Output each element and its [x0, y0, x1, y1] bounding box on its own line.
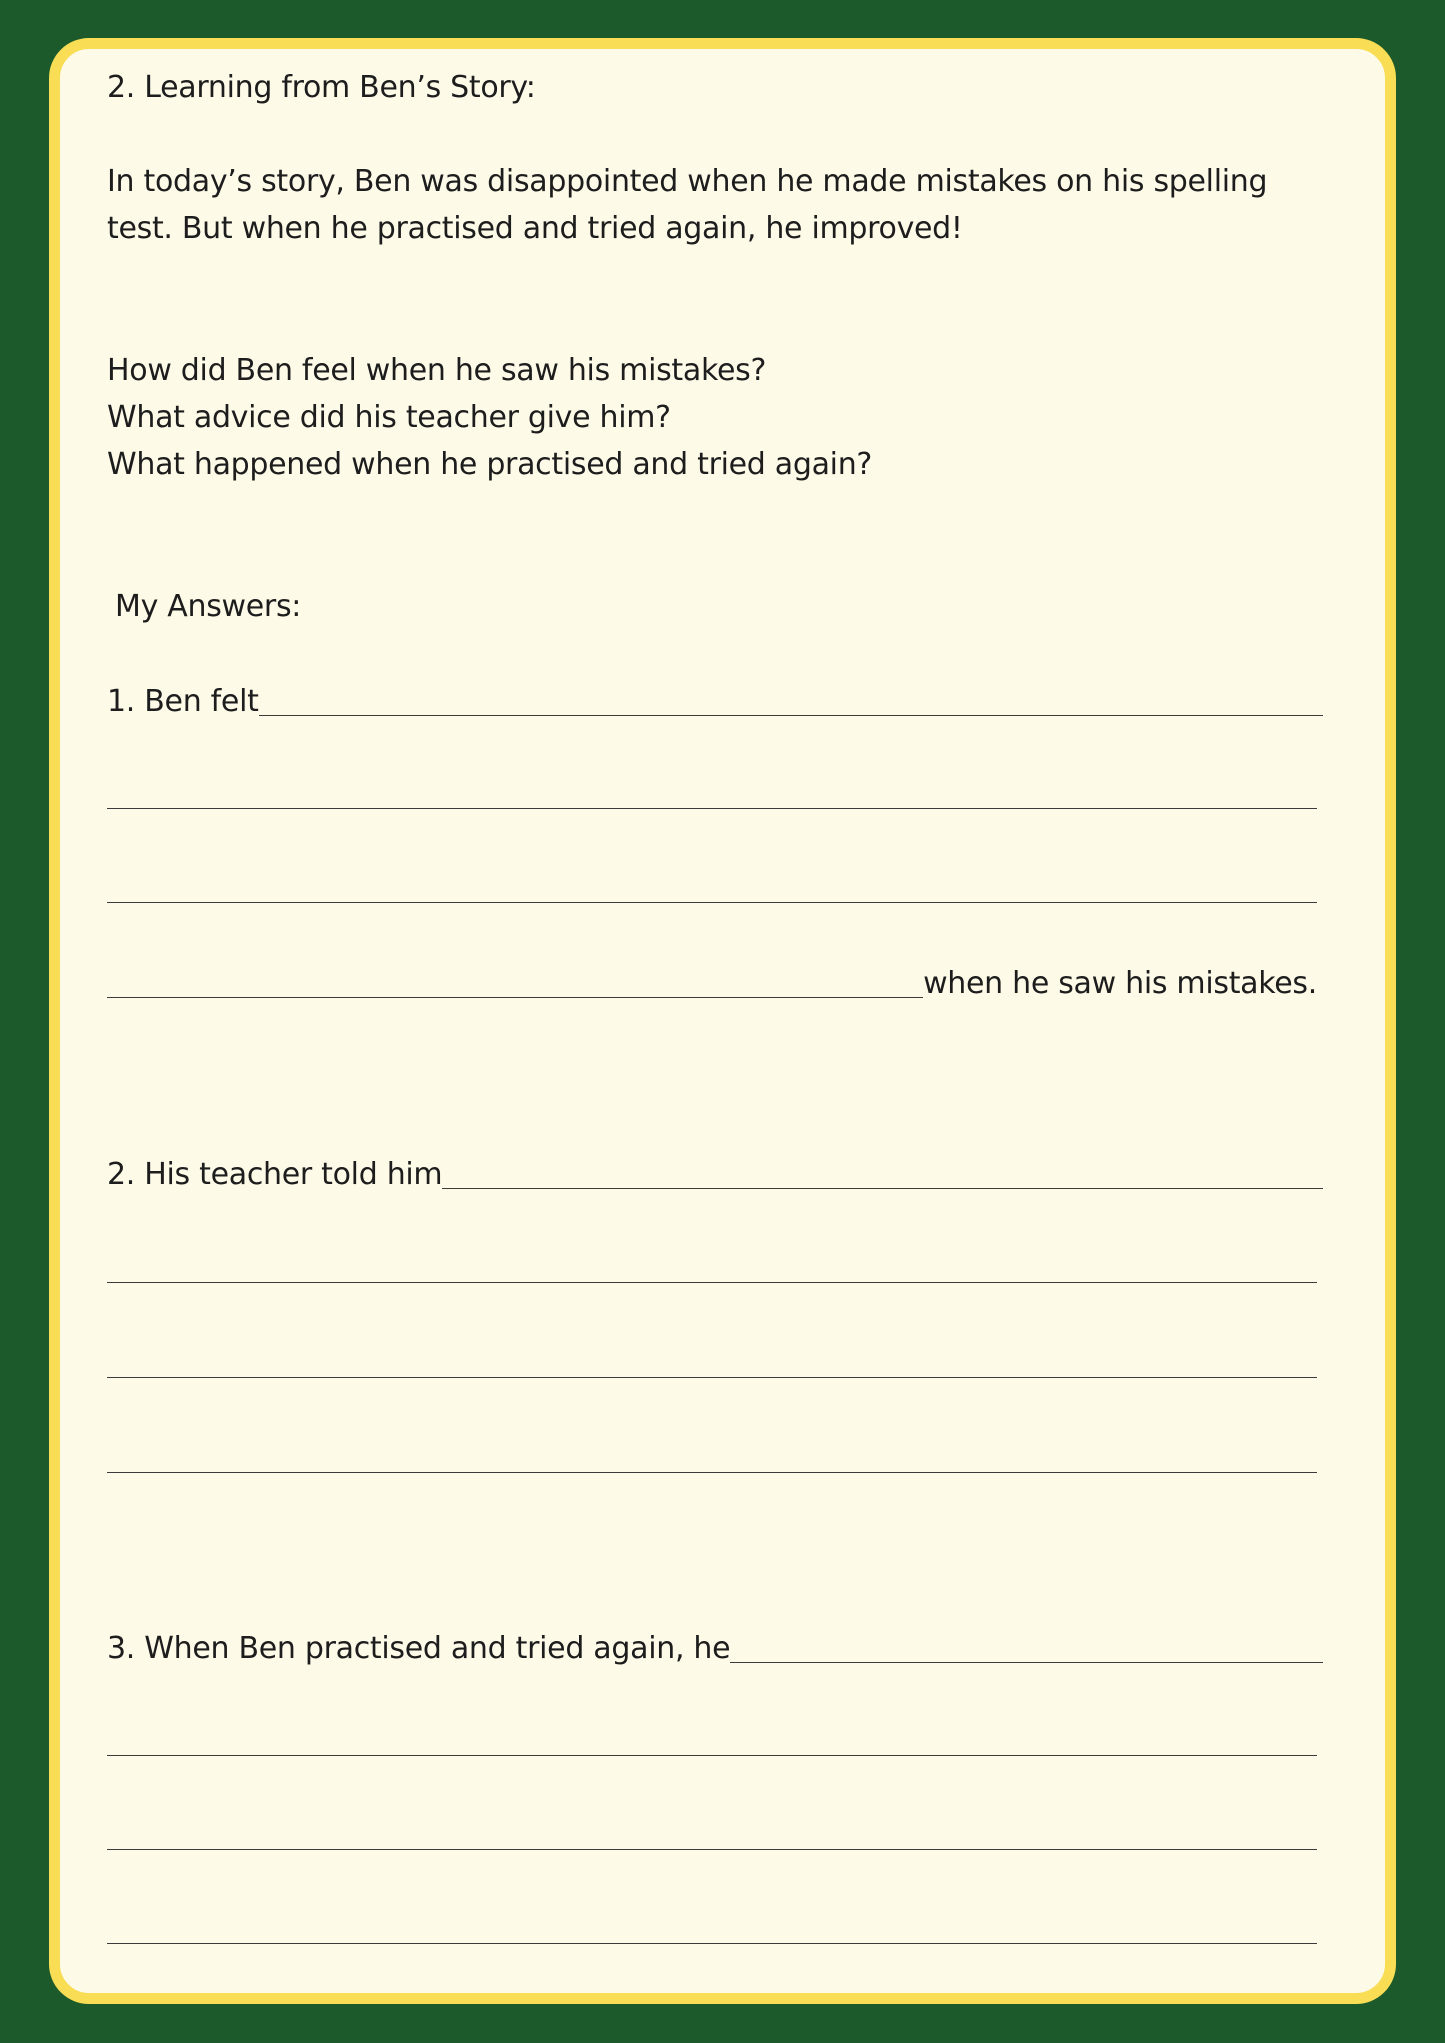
answer-line[interactable] [107, 1817, 1317, 1850]
answer-1-line-3[interactable] [107, 870, 1317, 909]
answer-line[interactable] [107, 776, 1317, 809]
answer-1-ending: when he saw his mistakes. [923, 966, 1317, 1001]
answer-1-blank[interactable] [259, 683, 1323, 716]
answer-line[interactable] [107, 1911, 1317, 1944]
answer-line[interactable] [107, 1345, 1317, 1378]
answer-3-prompt: 3. When Ben practised and tried again, he [107, 1631, 731, 1666]
answer-2-blank[interactable] [442, 1156, 1323, 1189]
answer-1-first-line[interactable] [107, 682, 1323, 722]
answer-line[interactable] [107, 1723, 1317, 1756]
answer-1-line-2[interactable] [107, 776, 1317, 815]
answer-1-final-blank[interactable] [107, 965, 923, 998]
answer-3-line-3[interactable] [107, 1817, 1317, 1856]
question-1: How did Ben feel when he saw his mistakes? [107, 353, 767, 388]
answer-2-line-4[interactable] [107, 1440, 1317, 1479]
section-title: 2. Learning from Ben’s Story: [107, 70, 536, 105]
answer-1-prompt: 1. Ben felt [107, 684, 259, 719]
answer-3-line-4[interactable] [107, 1911, 1317, 1950]
question-2: What advice did his teacher give him? [107, 400, 671, 435]
answer-3-line-2[interactable] [107, 1723, 1317, 1762]
intro-line-2: test. But when he practised and tried again, he improved! [107, 211, 963, 246]
answer-line[interactable] [107, 1250, 1317, 1283]
intro-line-1: In today’s story, Ben was disappointed when he made mistakes on his spelling [107, 164, 1268, 199]
answer-2-line-2[interactable] [107, 1250, 1317, 1289]
answer-3-first-line[interactable] [107, 1629, 1323, 1669]
answer-2-prompt: 2. His teacher told him [107, 1157, 443, 1192]
answer-1-last-line[interactable] [107, 964, 1317, 1004]
worksheet-card [49, 38, 1396, 2004]
answer-2-first-line[interactable] [107, 1155, 1323, 1195]
answer-line[interactable] [107, 1440, 1317, 1473]
answer-2-line-3[interactable] [107, 1345, 1317, 1384]
answers-heading: My Answers: [115, 589, 302, 624]
answer-3-blank[interactable] [730, 1630, 1323, 1663]
answer-line[interactable] [107, 870, 1317, 903]
question-3: What happened when he practised and tried again? [107, 447, 873, 482]
